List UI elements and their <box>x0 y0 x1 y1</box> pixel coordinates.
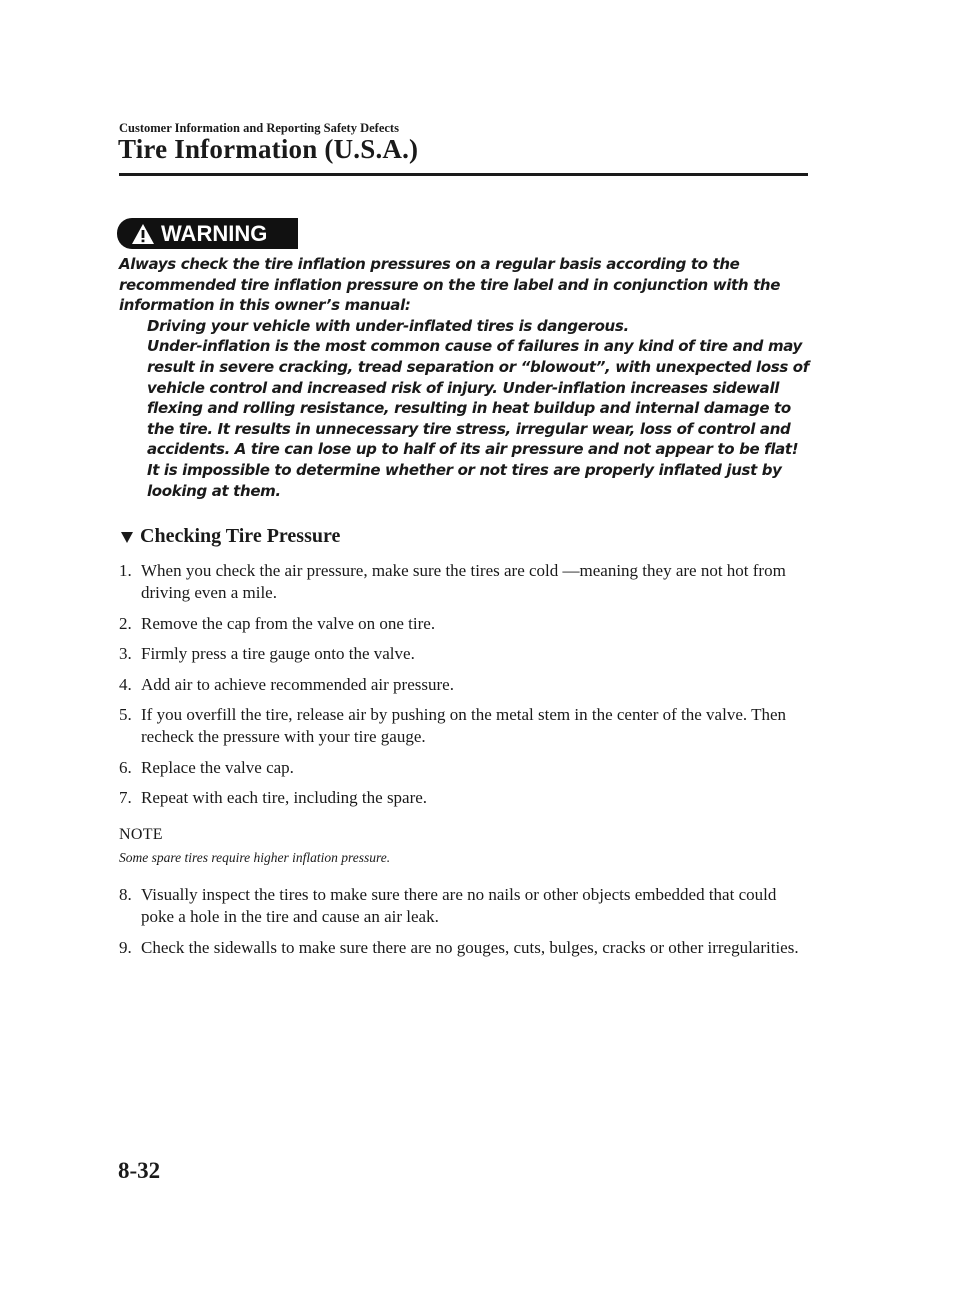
list-item <box>119 704 809 748</box>
list-item <box>119 757 809 779</box>
note-text: Some spare tires require higher inflation pressure. <box>119 850 391 865</box>
warning-label: WARNING <box>161 220 268 246</box>
step-number: 3. <box>119 644 132 663</box>
step-text: When you check the air pressure, make sure the tires are cold ―meaning they are not hot from driving even a mile. <box>141 561 786 602</box>
step-text: Replace the valve cap. <box>141 757 294 777</box>
step-number: 9. <box>119 937 132 957</box>
step-text: Check the sidewalls to make sure there are no gouges, cuts, bulges, cracks or other irregularities. <box>141 937 799 957</box>
step-number: 2. <box>119 613 132 633</box>
page-number: 8-32 <box>118 1158 161 1183</box>
step-text: Visually inspect the tires to make sure there are no nails or other objects embedded that could poke a hole in the tire and cause an air leak. <box>141 885 777 926</box>
note-label: NOTE <box>119 826 163 843</box>
list-item <box>119 884 809 928</box>
step-text: Add air to achieve recommended air pressure. <box>141 674 454 694</box>
step-number: 7. <box>119 788 132 807</box>
title-divider <box>119 173 808 176</box>
step-number: 8. <box>119 885 132 904</box>
warning-badge <box>117 218 298 249</box>
warning-line: It is impossible to determine whether or not tires are properly inflated just by looking at them. <box>147 460 782 500</box>
section-heading-text: Checking Tire Pressure <box>140 525 341 547</box>
list-item <box>119 643 809 665</box>
list-item <box>119 613 809 635</box>
steps-list <box>119 560 809 809</box>
warning-line: Driving your vehicle with under-inflated tires is dangerous. <box>147 316 629 335</box>
step-text: Firmly press a tire gauge onto the valve. <box>141 644 415 663</box>
list-item <box>119 937 809 959</box>
warning-line: Under-inflation is the most common cause of failures in any kind of tire and may result in severe cracking, tread separation or “blowout”, with unexpected loss of vehicle control and increased risk of injury. Under-inflation increases sidewall flexing and rolling resistance, resulting in heat buildup and internal damage to the tire. It results in unnecessary tire stress, irregular wear, loss of control and accidents. A tire can lose up to half of its air pressure and not appear to be flat! <box>147 337 809 459</box>
step-text: Repeat with each tire, including the spare. <box>141 788 428 807</box>
page-title: Tire Information (U.S.A.) <box>118 134 419 164</box>
step-text: If you overfill the tire, release air by pushing on the metal stem in the center of the valve. Then recheck the pressure with your tire gauge. <box>141 705 786 746</box>
section-label: Customer Information and Reporting Safety Defects <box>119 121 399 135</box>
steps-list <box>119 884 809 959</box>
warning-intro: Always check the tire inflation pressures on a regular basis according to the recommended tire inflation pressure on the tire label and in conjunction with the information in this owner’s manual: <box>119 255 781 315</box>
step-number: 1. <box>119 561 132 580</box>
warning-text <box>119 254 819 501</box>
step-number: 4. <box>119 674 132 694</box>
warning-triangle-icon <box>131 223 155 245</box>
list-item <box>119 787 809 809</box>
step-number: 5. <box>119 705 132 724</box>
list-item <box>119 560 809 604</box>
section-heading <box>120 525 340 548</box>
down-triangle-icon <box>120 530 134 544</box>
step-number: 6. <box>119 757 132 777</box>
step-text: Remove the cap from the valve on one tire. <box>141 613 436 633</box>
list-item <box>119 674 809 696</box>
